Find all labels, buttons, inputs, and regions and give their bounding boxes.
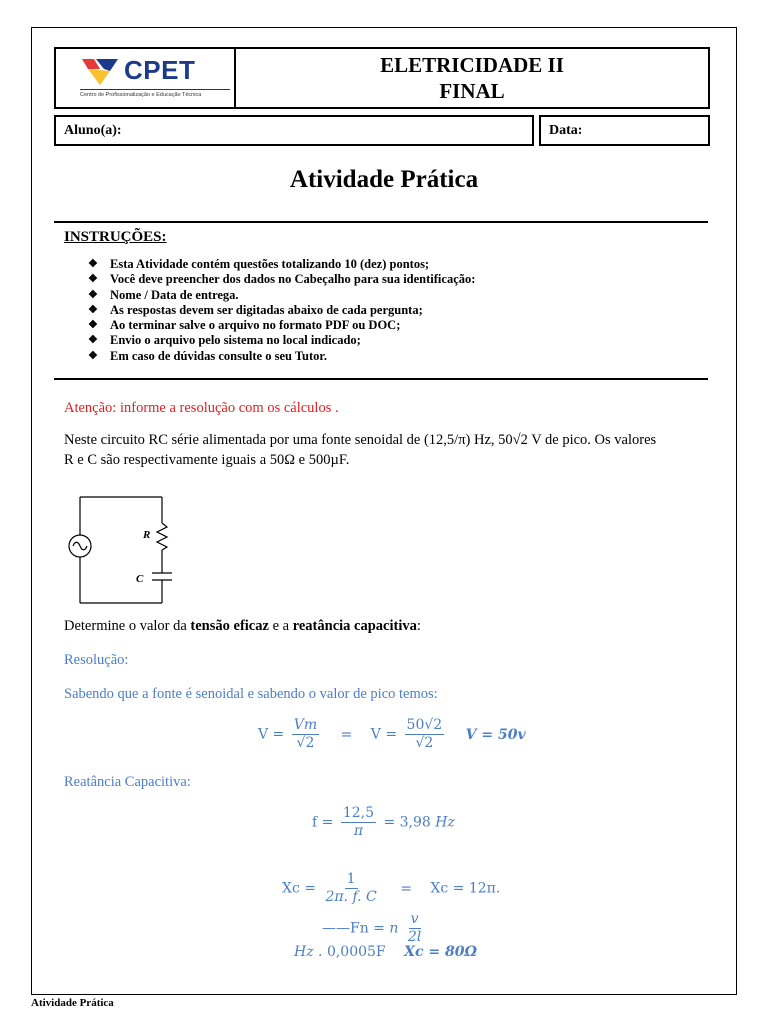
question-prefix: Determine o valor da xyxy=(64,618,191,634)
question-term-reactance: reatância capacitiva xyxy=(292,618,417,634)
eq-v-den1: √2 xyxy=(296,735,315,751)
eq-f-num: 12,5 xyxy=(342,805,374,821)
equation-frequency xyxy=(312,806,455,839)
eq-f-rhs: = 3,98 xyxy=(383,814,431,831)
diamond-bullet-icon: ❖ xyxy=(88,334,98,347)
diamond-bullet-icon: ❖ xyxy=(88,303,98,316)
eq-f-lhs: f = xyxy=(312,814,334,831)
diamond-bullet-icon: ❖ xyxy=(88,273,98,286)
attention-note: Atenção: informe a resolução com os cálculos . xyxy=(64,400,339,416)
eq-v-lhs2: V = xyxy=(370,726,398,743)
eq-v-lhs: V = xyxy=(258,726,285,743)
eq-fn-fraction xyxy=(406,912,423,945)
resolution-label: Resolução: xyxy=(64,652,129,668)
logo xyxy=(56,49,236,107)
cpet-logo-icon xyxy=(80,57,120,87)
resistor-label: R xyxy=(143,529,151,541)
course-title xyxy=(236,49,708,107)
instruction-text: Você deve preencher dos dados no Cabeçalho para sua identificação: xyxy=(110,272,476,287)
eq-fn-n: n xyxy=(389,920,399,937)
instruction-item xyxy=(88,303,475,318)
date-label: Data: xyxy=(549,123,583,138)
divider-top xyxy=(54,221,708,223)
eq-f-den: π xyxy=(353,823,364,839)
eq-v-den2: √2 xyxy=(415,735,434,751)
eq-final-result: Xc = 80Ω xyxy=(404,944,477,960)
resolution-intro: Sabendo que a fonte é senoidal e sabendo o valor de pico temos: xyxy=(64,686,438,702)
equation-reactance xyxy=(282,872,500,905)
problem-line-2: R e C são respectivamente iguais a 50Ω e 500µF. xyxy=(64,452,350,468)
date-field[interactable] xyxy=(539,115,710,146)
problem-statement xyxy=(64,430,656,470)
instructions-list xyxy=(88,257,475,364)
instruction-text: Nome / Data de entrega. xyxy=(110,287,239,302)
equation-final xyxy=(294,944,477,960)
instruction-text: As respostas devem ser digitadas abaixo de cada pergunta; xyxy=(110,302,423,317)
instruction-item xyxy=(88,318,475,333)
diamond-bullet-icon: ❖ xyxy=(88,258,98,270)
eq-final-value: . 0,0005F xyxy=(318,944,386,960)
equation-fn xyxy=(322,912,426,945)
eq-fn-den: 2l xyxy=(407,929,422,945)
student-label: Aluno(a): xyxy=(64,123,122,138)
reactance-label: Reatância Capacitiva: xyxy=(64,774,191,790)
eq-xc-num: 1 xyxy=(346,871,356,887)
eq-f-fraction xyxy=(341,806,376,839)
instruction-text: Em caso de dúvidas consulte o seu Tutor. xyxy=(110,348,327,363)
eq-fn-lhs: ——Fn = xyxy=(322,920,385,937)
instruction-item xyxy=(88,288,475,303)
eq-final-unit: Hz xyxy=(294,944,314,960)
diamond-bullet-icon: ❖ xyxy=(88,349,98,362)
question-middle: e a xyxy=(268,618,293,634)
instruction-text: Ao terminar salve o arquivo no formato PDF ou DOC; xyxy=(110,318,401,333)
logo-subtitle: Centro de Profissionalização e Educação Técnica xyxy=(80,92,202,98)
instruction-item xyxy=(88,349,475,364)
instruction-text: Esta Atividade contém questões totalizando 10 (dez) pontos; xyxy=(110,257,430,271)
eq-v-num1: Vm xyxy=(293,717,318,733)
question-suffix: : xyxy=(416,618,421,634)
student-field[interactable] xyxy=(54,115,534,146)
header-box xyxy=(54,47,710,109)
logo-text: CPET xyxy=(124,55,196,85)
instruction-item xyxy=(88,333,475,348)
rc-circuit-diagram xyxy=(60,492,190,608)
eq-v-num2: 50√2 xyxy=(406,717,443,733)
eq-fn-num: v xyxy=(410,911,419,927)
eq-v-fraction-1 xyxy=(292,718,319,751)
eq-v-equals: = xyxy=(340,726,353,743)
eq-xc-den: 2π. f. C xyxy=(325,889,377,905)
course-title-line2: FINAL xyxy=(439,79,505,103)
instruction-item xyxy=(88,257,475,272)
eq-xc-equals: = xyxy=(400,880,412,897)
page-title: Atividade Prática xyxy=(289,166,479,193)
instructions-heading: INSTRUÇÕES: xyxy=(64,229,167,245)
eq-v-result: V = 50v xyxy=(465,726,526,743)
eq-xc-fraction xyxy=(323,872,378,905)
course-title-line1: ELETRICIDADE II xyxy=(380,53,564,77)
instruction-text: Envio o arquivo pelo sistema no local indicado; xyxy=(110,333,361,348)
eq-f-unit: Hz xyxy=(435,814,455,831)
equation-rms-voltage xyxy=(258,718,526,751)
problem-line-1: Neste circuito RC série alimentada por uma fonte senoidal de (12,5/π) Hz, 50√2 V de pico. Os valores xyxy=(64,432,657,448)
capacitor-label: C xyxy=(136,573,144,585)
logo-divider xyxy=(80,89,230,90)
question xyxy=(64,616,421,636)
divider-bottom xyxy=(54,378,708,380)
eq-xc-rhs: Xc = 12π. xyxy=(430,880,501,897)
question-term-rms-voltage: tensão eficaz xyxy=(190,618,269,634)
diamond-bullet-icon: ❖ xyxy=(88,288,98,301)
instruction-item xyxy=(88,272,475,287)
footer: Atividade Prática xyxy=(31,997,114,1009)
diamond-bullet-icon: ❖ xyxy=(88,319,98,332)
eq-v-fraction-2 xyxy=(405,718,445,751)
eq-xc-lhs: Xc = xyxy=(282,880,316,897)
